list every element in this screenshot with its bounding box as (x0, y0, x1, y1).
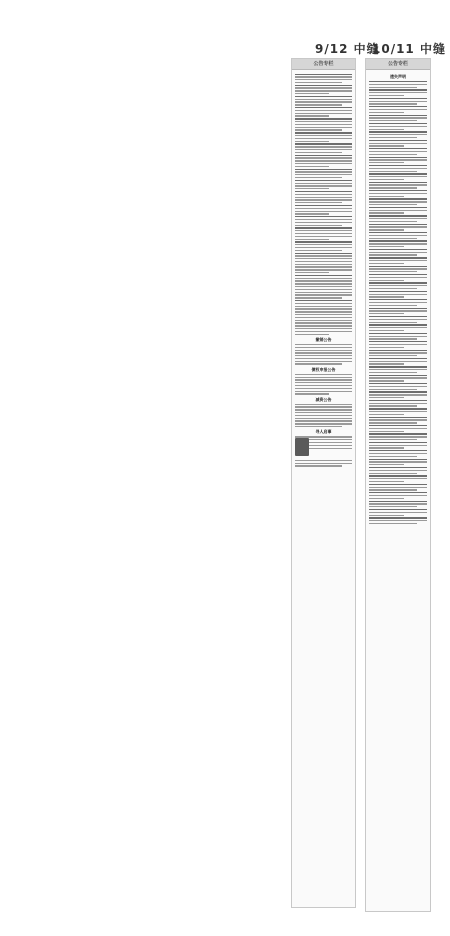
left-column-title: 公告专栏 (292, 59, 355, 70)
notice-heading-4: 寻人启事 (315, 429, 332, 435)
left-lines-a (295, 74, 352, 335)
notice-heading-3: 减资公告 (315, 396, 332, 402)
left-lines-b (295, 344, 352, 365)
left-lines-e (295, 436, 352, 466)
missing-person-photo (295, 438, 309, 456)
notice-heading-2: 债权申报公告 (311, 366, 336, 372)
right-section-heading: 遗失声明 (390, 74, 406, 79)
left-lines-d (295, 404, 352, 428)
right-column-title: 公告专栏 (366, 59, 430, 70)
left-notice-column (291, 58, 356, 908)
left-column-body (292, 70, 355, 470)
right-column-date: 10/11 中缝 (372, 42, 446, 56)
right-column-body (366, 70, 430, 528)
left-column-date: 9/12 中缝 (315, 42, 380, 56)
right-notice-column (365, 58, 431, 912)
left-lines-c (295, 374, 352, 395)
notice-heading-1: 撤销公告 (315, 336, 332, 342)
right-lines (369, 81, 427, 524)
